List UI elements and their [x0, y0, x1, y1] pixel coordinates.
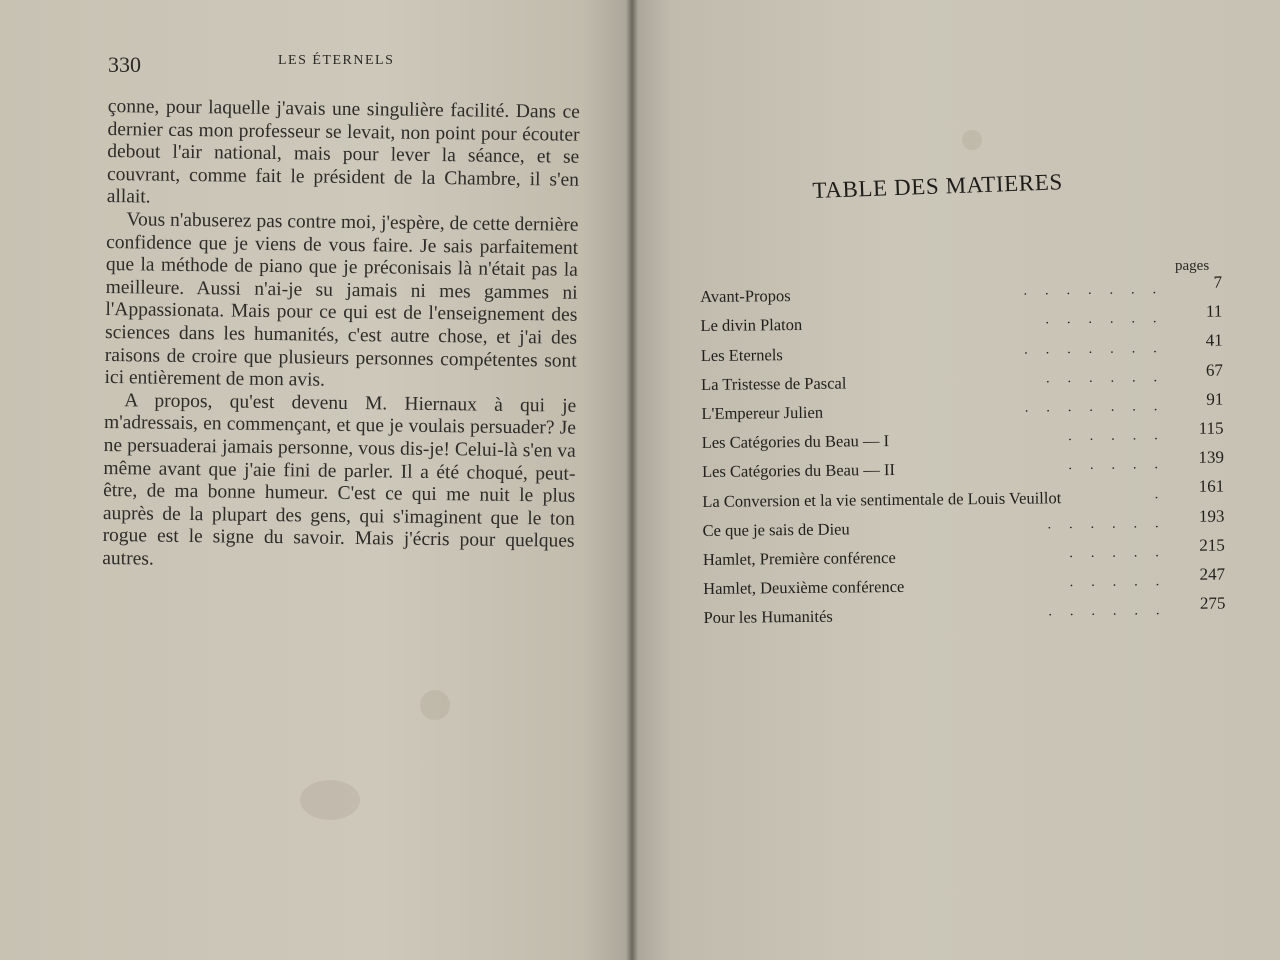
leader-dots: .: [1154, 486, 1177, 502]
leader-dots: .......: [1023, 282, 1175, 299]
leader-dots: ......: [1045, 311, 1175, 328]
toc-entry-page: 41: [1205, 330, 1223, 351]
leader-dots: ......: [1048, 603, 1178, 620]
toc-entry-page: 7: [1213, 272, 1223, 292]
toc-pages-label: pages: [1175, 258, 1210, 274]
toc-entry-title: L'Empereur Julien: [701, 402, 824, 423]
toc-entry: [703, 593, 1226, 631]
leader-dots: .....: [1068, 457, 1177, 474]
paper-stain: [962, 130, 982, 150]
running-head: LES ÉTERNELS: [278, 53, 395, 68]
paragraph: Vous n'abuserez pas contre moi, j'espère, de cette dernière confidence que je viens de vous faire. Je sais parfaitement que la méthode de piano que je préconisais là n'était pas la meilleure. Aussi n'ai-je su jamais ni mes gammes ni l'Appassionata. Mais pour ce qui est de l'enseignement des sciences dans les humanités, c'est autre chose, et j'ai des raisons de croire que plusieurs personnes compétentes sont ici entièrement de mon avis.: [104, 209, 579, 391]
toc-entry-page: 275: [1199, 593, 1226, 613]
toc-entry-page: 161: [1198, 476, 1225, 497]
toc-entry-page: 91: [1206, 389, 1224, 409]
toc-entry-title: Le divin Platon: [700, 315, 803, 336]
toc-entry-title: Ce que je sais de Dieu: [702, 519, 850, 540]
paragraph: çonne, pour laquelle j'avais une singulière facilité. Dans ce dernier cas mon professeur se levait, non point pour écouter debout l'air national, mais pour lever la séance, et se couvrant, comme fait le président de la Chambre, il s'en allait.: [106, 96, 580, 208]
toc-entry-page: 115: [1198, 418, 1224, 438]
toc-entry-title: La Tristesse de Pascal: [700, 373, 847, 394]
toc-entry-page: 67: [1205, 360, 1224, 380]
toc-entry-page: 193: [1198, 506, 1225, 526]
toc-title: TABLE DES MATIERES: [812, 169, 1064, 203]
leader-dots: .......: [1024, 340, 1175, 358]
toc-entry-title: La Conversion et la vie sentimentale de Louis Veuillot: [702, 487, 1062, 511]
toc-entry-page: 11: [1205, 301, 1223, 321]
toc-entry-title: Hamlet, Première conférence: [702, 547, 896, 569]
leader-dots: .......: [1024, 398, 1176, 416]
leader-dots: ......: [1045, 369, 1176, 387]
toc-entry-title: Les Eternels: [700, 344, 783, 365]
leader-dots: .....: [1069, 544, 1177, 562]
toc-entry-title: Pour les Humanités: [703, 606, 833, 628]
toc-entry-page: 247: [1199, 564, 1226, 584]
leader-dots: ......: [1047, 515, 1177, 533]
left-page: [0, 0, 632, 960]
toc-entry-title: Les Catégories du Beau — I: [701, 431, 890, 453]
book-gutter: [626, 0, 638, 960]
leader-dots: .....: [1069, 574, 1178, 591]
toc-entry-page: 139: [1198, 447, 1224, 467]
paragraph: A propos, qu'est devenu M. Hiernaux à qui je m'adressais, en commençant, et que je voulais persuader? Je ne persuaderai jamais personne, vous dis-je! Celui-là s'en va même avant que j'aie fini de parler. Il a été choqué, peut-être, de ma bonne humeur. C'est ce qui me nuit le plus auprès de la plupart des gens, qui s'imaginent que le ton rogue est le signe du savoir. Mais j'écris pour quelques autres.: [102, 389, 577, 570]
paper-stain: [420, 690, 450, 720]
paper-stain: [300, 780, 360, 820]
toc-entry-page: 215: [1199, 535, 1225, 555]
toc-entry-title: Les Catégories du Beau — II: [701, 460, 896, 482]
page-number: 330: [108, 52, 141, 77]
leader-dots: .....: [1068, 428, 1176, 445]
toc-entry-title: Avant-Propos: [700, 286, 791, 307]
body-text: [102, 96, 580, 576]
toc-entry-title: Hamlet, Deuxième conférence: [703, 576, 905, 599]
table-of-contents: [700, 272, 1226, 631]
